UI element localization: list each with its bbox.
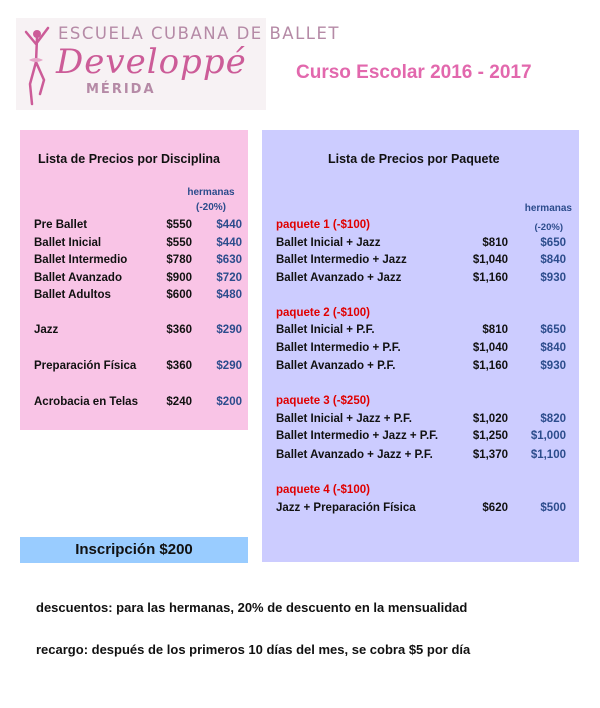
price-row bbox=[34, 219, 242, 236]
item-price: $1,160 bbox=[472, 272, 508, 284]
package-row bbox=[276, 449, 566, 466]
package-row bbox=[276, 413, 566, 430]
item-name: Ballet Intermedio bbox=[34, 254, 128, 266]
ballerina-icon bbox=[20, 24, 54, 108]
item-price: $780 bbox=[166, 254, 192, 266]
hermanas-pct: (-20%) bbox=[534, 222, 563, 233]
item-price: $360 bbox=[166, 360, 192, 372]
school-logo bbox=[16, 18, 340, 110]
curso-title: Curso Escolar 2016 - 2017 bbox=[296, 62, 532, 83]
price-row bbox=[34, 396, 242, 413]
item-discount: $930 bbox=[540, 272, 566, 284]
item-price: $600 bbox=[166, 289, 192, 301]
item-price: $1,040 bbox=[472, 342, 508, 354]
package-label: paquete 3 (-$250) bbox=[276, 395, 370, 407]
item-discount: $200 bbox=[216, 396, 242, 408]
item-price: $550 bbox=[166, 237, 192, 249]
package-label: paquete 2 (-$100) bbox=[276, 307, 370, 319]
item-name: Ballet Adultos bbox=[34, 289, 111, 301]
inscripcion-banner: Inscripción $200 bbox=[20, 537, 248, 563]
hermanas-label: hermanas bbox=[187, 187, 235, 198]
disciplina-panel bbox=[20, 130, 248, 430]
item-name: Ballet Avanzado bbox=[34, 272, 122, 284]
package-row bbox=[276, 430, 566, 447]
package-row bbox=[276, 254, 566, 271]
item-discount: $440 bbox=[216, 219, 242, 231]
recargo-note: recargo: después de los primeros 10 días del mes, se cobra $5 por día bbox=[36, 642, 471, 657]
item-price: $360 bbox=[166, 324, 192, 336]
item-name: Ballet Avanzado + Jazz bbox=[276, 272, 402, 284]
item-discount: $840 bbox=[540, 342, 566, 354]
item-name: Ballet Intermedio + Jazz + P.F. bbox=[276, 430, 439, 442]
item-name: Ballet Intermedio + Jazz bbox=[276, 254, 407, 266]
item-discount: $440 bbox=[216, 237, 242, 249]
package-row bbox=[276, 237, 566, 254]
item-name: Pre Ballet bbox=[34, 219, 88, 231]
item-discount: $820 bbox=[540, 413, 566, 425]
item-price: $1,020 bbox=[472, 413, 508, 425]
item-name: Ballet Inicial + Jazz + P.F. bbox=[276, 413, 412, 425]
item-name: Ballet Inicial bbox=[34, 237, 102, 249]
paquete-panel bbox=[262, 130, 579, 562]
paquete-title: Lista de Precios por Paquete bbox=[328, 152, 500, 166]
package-row bbox=[276, 502, 566, 519]
package-row bbox=[276, 272, 566, 289]
item-name: Jazz bbox=[34, 324, 59, 336]
item-discount: $630 bbox=[216, 254, 242, 266]
price-row bbox=[34, 289, 242, 306]
price-row bbox=[34, 272, 242, 289]
item-discount: $290 bbox=[216, 360, 242, 372]
item-discount: $500 bbox=[540, 502, 566, 514]
package-label: paquete 4 (-$100) bbox=[276, 484, 370, 496]
item-discount: $480 bbox=[216, 289, 242, 301]
logo-main-text: Developpé bbox=[56, 42, 247, 82]
price-row bbox=[34, 237, 242, 254]
item-name: Preparación Física bbox=[34, 360, 137, 372]
item-price: $1,160 bbox=[472, 360, 508, 372]
item-price: $900 bbox=[166, 272, 192, 284]
item-name: Ballet Avanzado + Jazz + P.F. bbox=[276, 449, 433, 461]
item-price: $1,040 bbox=[472, 254, 508, 266]
item-discount: $650 bbox=[540, 324, 566, 336]
item-price: $810 bbox=[482, 237, 508, 249]
logo-sub-text: MÉRIDA bbox=[86, 82, 156, 97]
item-price: $240 bbox=[166, 396, 192, 408]
item-price: $550 bbox=[166, 219, 192, 231]
item-name: Ballet Inicial + Jazz bbox=[276, 237, 381, 249]
item-discount: $840 bbox=[540, 254, 566, 266]
item-price: $810 bbox=[482, 324, 508, 336]
package-row bbox=[276, 360, 566, 377]
item-name: Jazz + Preparación Física bbox=[276, 502, 416, 514]
package-label: paquete 1 (-$100) bbox=[276, 219, 370, 231]
item-discount: $290 bbox=[216, 324, 242, 336]
item-discount: $1,000 bbox=[530, 430, 566, 442]
item-price: $620 bbox=[482, 502, 508, 514]
price-row bbox=[34, 324, 242, 341]
disciplina-title: Lista de Precios por Disciplina bbox=[38, 152, 221, 166]
package-row bbox=[276, 342, 566, 359]
item-discount: $650 bbox=[540, 237, 566, 249]
hermanas-label: hermanas bbox=[524, 203, 572, 214]
item-discount: $930 bbox=[540, 360, 566, 372]
item-price: $1,370 bbox=[472, 449, 508, 461]
descuentos-note: descuentos: para las hermanas, 20% de descuento en la mensualidad bbox=[36, 600, 468, 615]
logo-top-text: ESCUELA CUBANA DE BALLET bbox=[58, 24, 340, 43]
item-name: Ballet Inicial + P.F. bbox=[276, 324, 375, 336]
package-row bbox=[276, 324, 566, 341]
item-price: $1,250 bbox=[472, 430, 508, 442]
hermanas-header bbox=[181, 185, 241, 215]
item-discount: $1,100 bbox=[530, 449, 566, 461]
item-name: Acrobacia en Telas bbox=[34, 396, 138, 408]
item-discount: $720 bbox=[216, 272, 242, 284]
item-name: Ballet Avanzado + P.F. bbox=[276, 360, 396, 372]
price-row bbox=[34, 360, 242, 377]
hermanas-pct: (-20%) bbox=[195, 202, 226, 213]
price-row bbox=[34, 254, 242, 271]
item-name: Ballet Intermedio + P.F. bbox=[276, 342, 401, 354]
